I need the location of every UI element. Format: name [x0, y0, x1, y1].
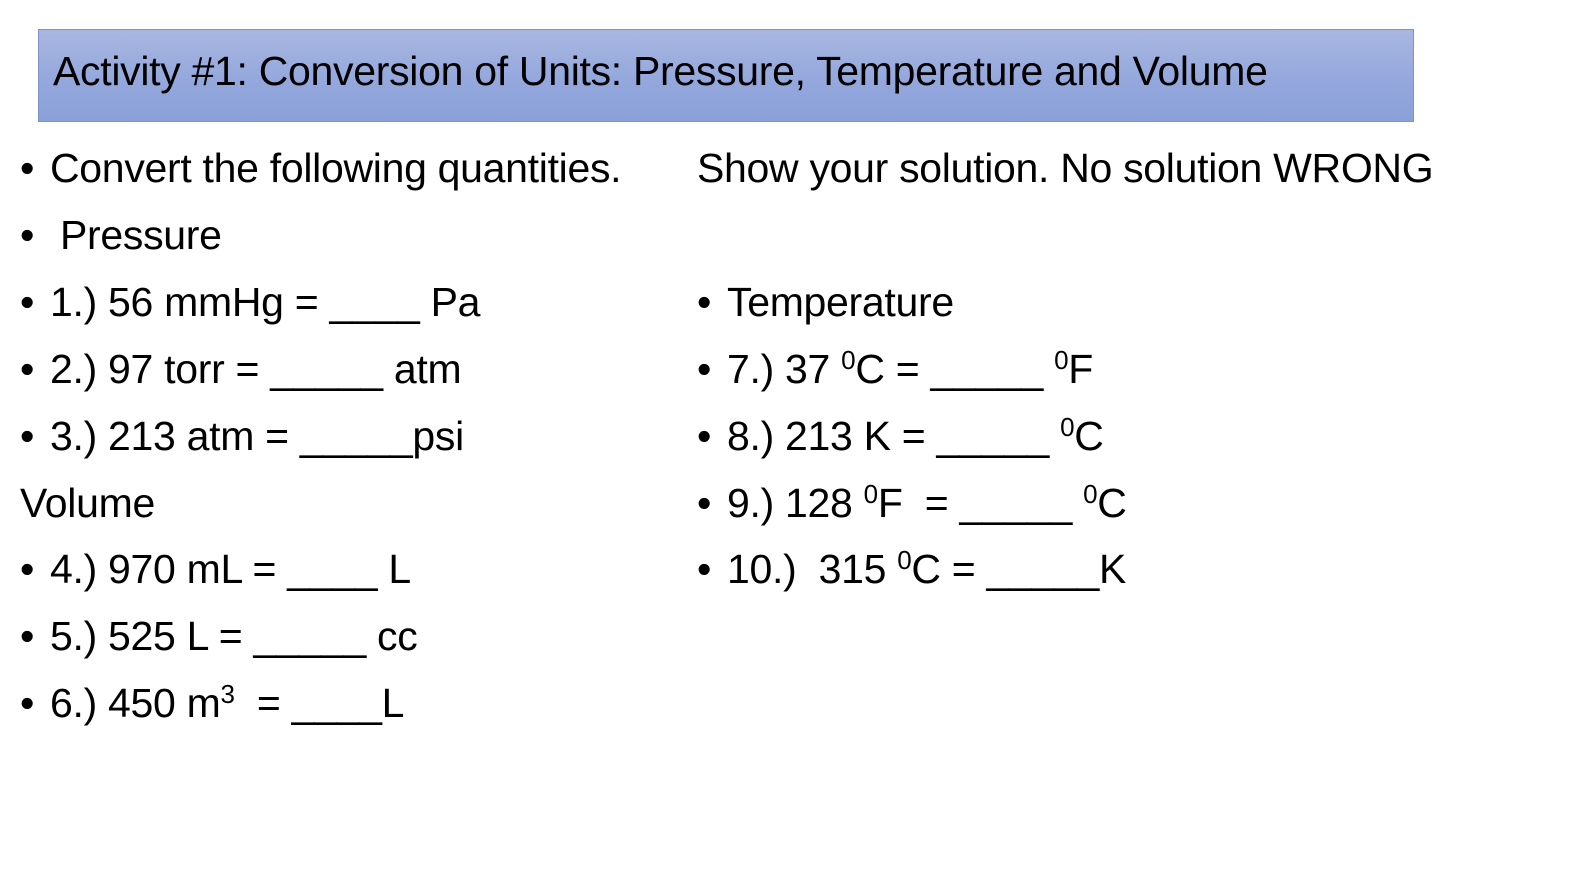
question-5-text: 5.) 525 L = _____ cc — [50, 613, 418, 659]
degree-superscript: 0 — [863, 479, 878, 509]
bullet-icon: • — [697, 413, 712, 459]
instruction-line-2 — [697, 145, 1433, 192]
bullet-icon: • — [20, 680, 35, 726]
question-5 — [20, 613, 417, 660]
pressure-heading-text: Pressure — [60, 212, 222, 258]
question-6-text-b: = ____L — [234, 680, 405, 726]
degree-superscript: 0 — [841, 345, 856, 375]
question-8-text-a: 8.) 213 K = _____ — [727, 413, 1061, 459]
bullet-icon: • — [697, 480, 712, 526]
question-10-text-b: C = _____K — [911, 546, 1127, 592]
page-title: Activity #1: Conversion of Units: Pressure, Temperature and Volume — [53, 48, 1268, 94]
question-7-text-b: C = _____ — [855, 346, 1055, 392]
bullet-icon: • — [20, 546, 35, 592]
temperature-heading-text: Temperature — [727, 279, 954, 325]
temperature-heading — [697, 279, 954, 326]
question-10-text-a: 10.) 315 — [727, 546, 898, 592]
question-9-text-c: C — [1097, 480, 1127, 526]
question-7 — [697, 346, 1093, 393]
instruction-line — [20, 145, 621, 192]
question-1 — [20, 279, 480, 326]
degree-superscript: 0 — [897, 545, 912, 575]
question-9-text-a: 9.) 128 — [727, 480, 864, 526]
degree-superscript: 0 — [1060, 412, 1075, 442]
bullet-icon: • — [20, 613, 35, 659]
volume-heading: Volume — [20, 480, 155, 526]
question-7-text-a: 7.) 37 — [727, 346, 842, 392]
question-4-text: 4.) 970 mL = ____ L — [50, 546, 411, 592]
question-9-text-b: F = _____ — [877, 480, 1084, 526]
degree-superscript: 0 — [1083, 479, 1098, 509]
pressure-heading — [20, 212, 222, 259]
bullet-icon: • — [20, 145, 35, 191]
degree-superscript: 0 — [1054, 345, 1069, 375]
question-6-text-a: 6.) 450 m — [50, 680, 221, 726]
question-10 — [697, 546, 1126, 593]
question-3-text: 3.) 213 atm = _____psi — [50, 413, 464, 459]
question-3 — [20, 413, 464, 460]
question-1-text: 1.) 56 mmHg = ____ Pa — [50, 279, 481, 325]
instruction-part1: Convert the following quantities. — [50, 145, 622, 191]
question-6 — [20, 680, 404, 727]
question-2-text: 2.) 97 torr = _____ atm — [50, 346, 462, 392]
instruction-part2: Show your solution. No solution WRONG — [697, 145, 1434, 191]
question-2 — [20, 346, 461, 393]
bullet-icon: • — [20, 212, 35, 258]
question-6-superscript: 3 — [220, 679, 235, 709]
bullet-icon: • — [20, 279, 35, 325]
title-banner — [38, 29, 1414, 122]
bullet-icon: • — [20, 413, 35, 459]
question-8-text-b: C — [1074, 413, 1104, 459]
question-8 — [697, 413, 1104, 460]
question-7-text-c: F — [1068, 346, 1093, 392]
bullet-icon: • — [697, 546, 712, 592]
question-9 — [697, 480, 1127, 527]
bullet-icon: • — [697, 279, 712, 325]
bullet-icon: • — [20, 346, 35, 392]
bullet-icon: • — [697, 346, 712, 392]
question-4 — [20, 546, 411, 593]
